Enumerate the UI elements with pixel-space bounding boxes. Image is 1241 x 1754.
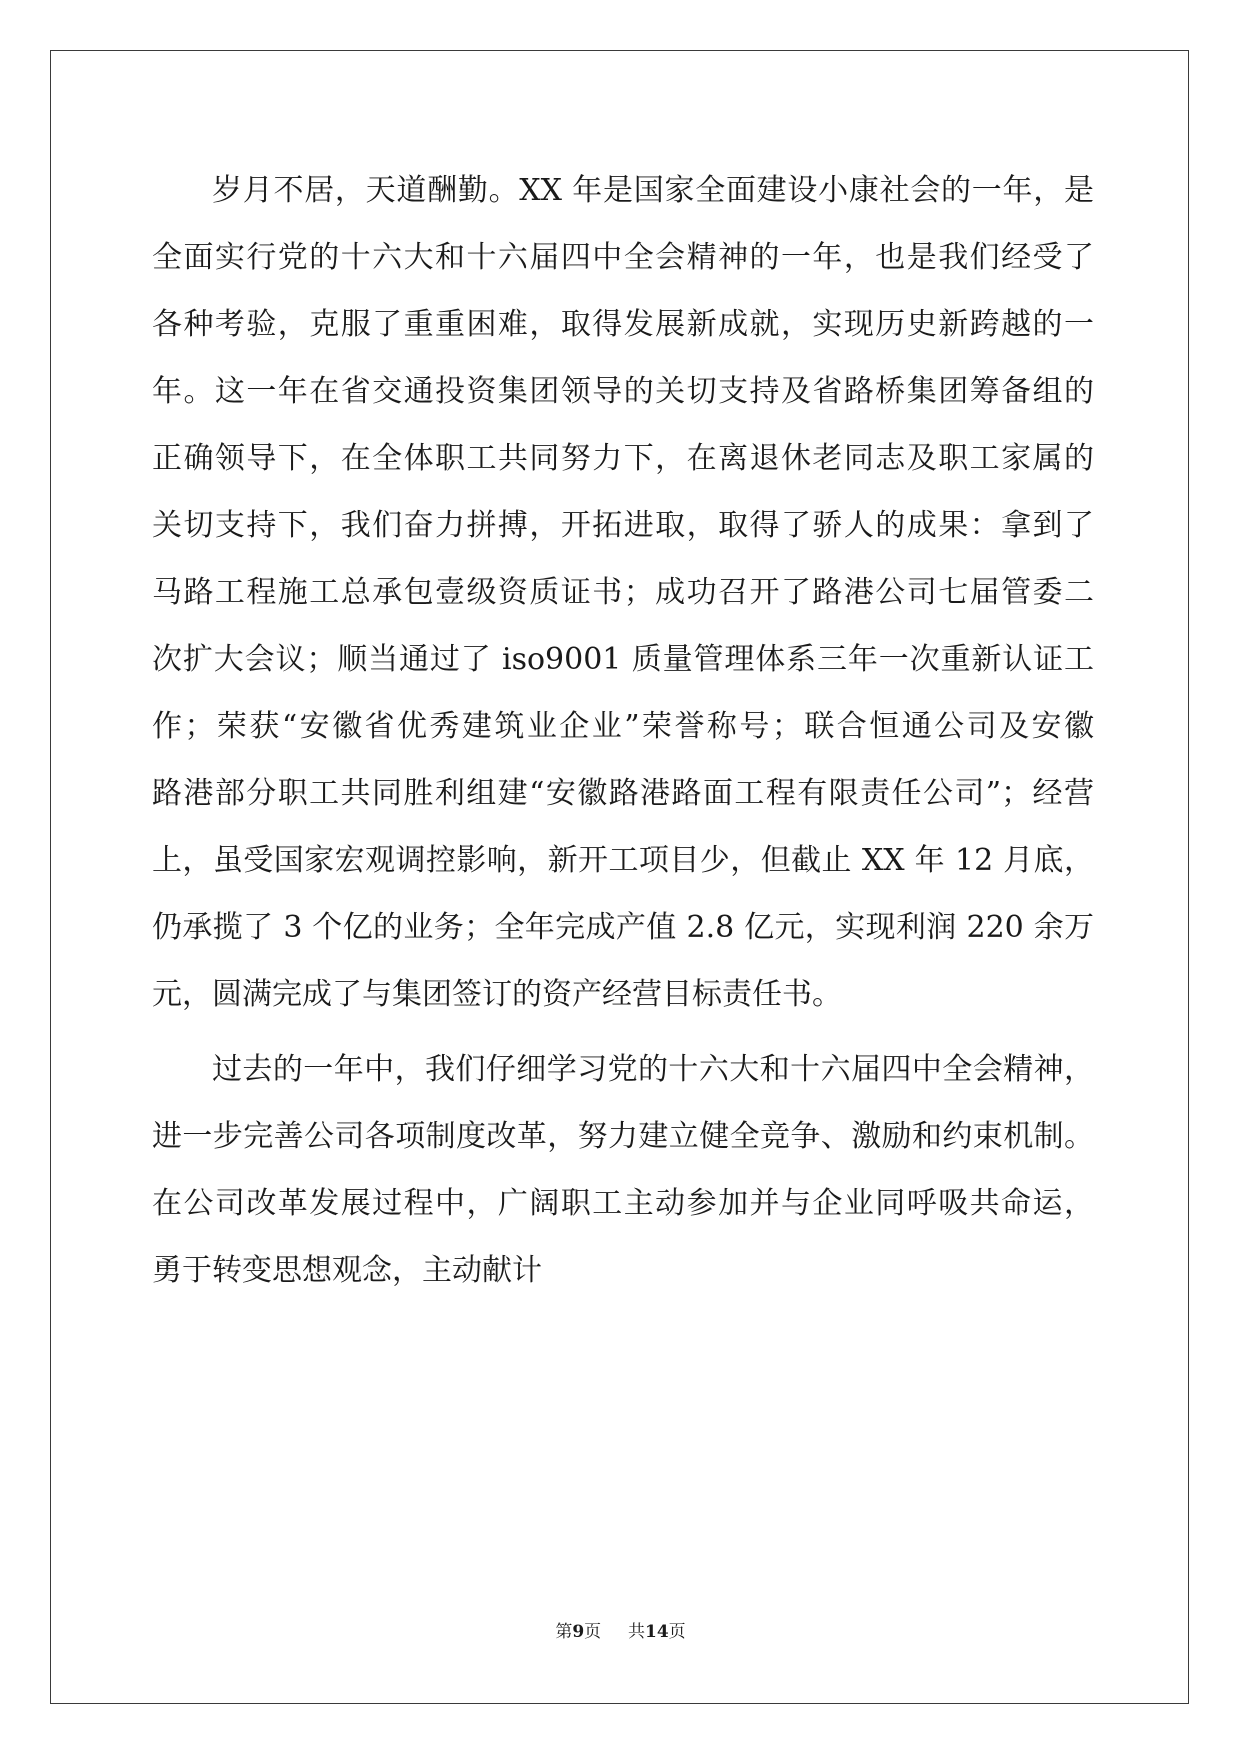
- paragraph-2-line-4: 勇于转变思想观念，主动献计: [152, 1253, 542, 1288]
- total-pages-label: [628, 1617, 686, 1642]
- paragraph-1-line-7: 马路工程施工总承包壹级资质证书；成功召开了路港公司七届管委二: [152, 575, 1094, 610]
- page-prefix: 第: [555, 1622, 573, 1642]
- paragraph-1-line-10: 路港部分职工共同胜利组建“安徽路港路面工程有限责任公司”；经营: [152, 776, 1094, 811]
- paragraph-1-line-5: 正确领导下，在全体职工共同努力下，在离退休老同志及职工家属的: [152, 441, 1094, 476]
- current-page-number: 9: [572, 1622, 585, 1642]
- paragraph-1-line-8: 次扩大会议；顺当通过了 iso9001 质量管理体系三年一次重新认证工: [152, 642, 1094, 677]
- paragraph-1-line-13: 元，圆满完成了与集团签订的资产经营目标责任书。: [152, 977, 842, 1012]
- paragraph-1-line-4: 年。这一年在省交通投资集团领导的关切支持及省路桥集团筹备组的: [152, 374, 1094, 409]
- paragraph-1-line-1: 岁月不居，天道酬勤。XX 年是国家全面建设小康社会的一年，是: [212, 173, 1094, 208]
- page-footer: [0, 1617, 1241, 1642]
- paragraph-1-line-12: 仍承揽了 3 个亿的业务；全年完成产值 2.8 亿元，实现利润 220 余万: [152, 910, 1094, 945]
- document-body: [152, 157, 1094, 1304]
- paragraph-1-line-3: 各种考验，克服了重重困难，取得发展新成就，实现历史新跨越的一: [152, 307, 1094, 342]
- paragraph-1-line-2: 全面实行党的十六大和十六届四中全会精神的一年，也是我们经受了: [152, 240, 1094, 275]
- paragraph-1-line-6: 关切支持下，我们奋力拼搏，开拓进取，取得了骄人的成果：拿到了: [152, 508, 1094, 543]
- paragraph-1-line-11: 上，虽受国家宏观调控影响，新开工项目少，但截止 XX 年 12 月底，: [152, 843, 1094, 878]
- page-suffix: 页: [584, 1622, 602, 1642]
- total-page-count: 14: [644, 1622, 669, 1642]
- paragraph-2-line-2: 进一步完善公司各项制度改革，努力建立健全竞争、激励和约束机制。: [152, 1119, 1094, 1154]
- total-prefix: 共: [627, 1622, 645, 1642]
- paragraph-2-line-1: 过去的一年中，我们仔细学习党的十六大和十六届四中全会精神，: [212, 1052, 1094, 1087]
- paragraph-1-line-9: 作；荣获“安徽省优秀建筑业企业”荣誉称号；联合恒通公司及安徽: [152, 709, 1094, 744]
- paragraph-2-line-3: 在公司改革发展过程中，广阔职工主动参加并与企业同呼吸共命运，: [152, 1186, 1094, 1221]
- total-suffix: 页: [668, 1622, 686, 1642]
- page-number-label: [555, 1617, 601, 1642]
